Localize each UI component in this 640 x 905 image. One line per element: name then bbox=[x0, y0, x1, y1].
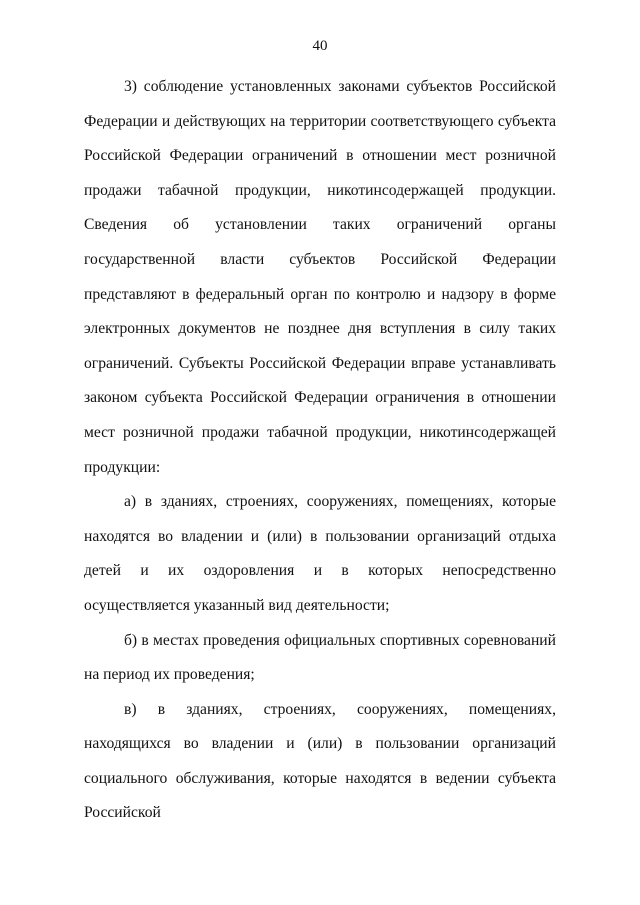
document-body bbox=[84, 70, 556, 831]
page-number: 40 bbox=[312, 38, 328, 54]
paragraph-subitem-b: б) в местах проведения официальных спортивных соревнований на период их проведения; bbox=[84, 631, 556, 684]
paragraph-subitem-v: в) в зданиях, строениях, сооружениях, помещениях, находящихся во владении и (или) в пользовании организаций социального обслуживания, которые находятся в ведении субъекта Российской bbox=[84, 700, 556, 822]
paragraph-item-3: 3) соблюдение установленных законами субъектов Российской Федерации и действующих на территории соответствующего субъекта Российской Федерации ограничений в отношении мест розничной продажи табачной продукции, никотинсодержащей продукции. Сведения об установлении таких ограничений органы государственной власти субъектов Российской Федерации представляют в федеральный орган по контролю и надзору в форме электронных документов не позднее дня вступления в силу таких ограничений. Субъекты Российской Федерации вправе устанавливать законом субъекта Российской Федерации ограничения в отношении мест розничной продажи табачной продукции, никотинсодержащей продукции: bbox=[84, 78, 556, 476]
paragraph-subitem-a: а) в зданиях, строениях, сооружениях, помещениях, которые находятся во владении и (или) в пользовании организаций отдыха детей и их оздоровления и в которых непосредственно осуществляется указанный вид деятельности; bbox=[84, 493, 556, 614]
